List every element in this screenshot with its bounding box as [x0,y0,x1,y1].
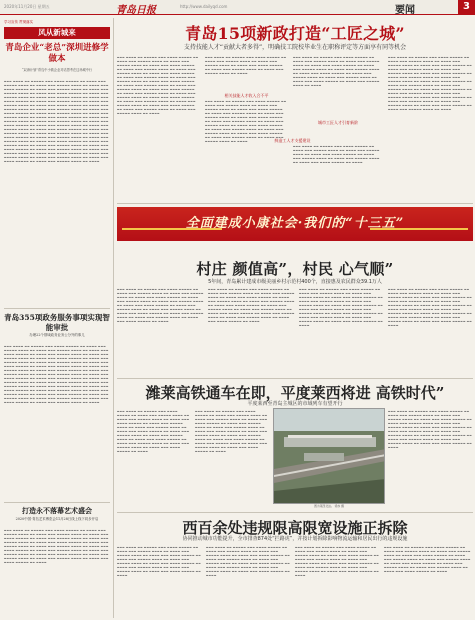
column-divider [113,18,114,618]
article-body-text: ▬▬▬ ▬▬▬▬ ▬▬ ▬▬▬▬▬ ▬▬▬ ▬▬▬▬ ▬▬▬▬▬ ▬▬ ▬▬▬▬ ▬▬▬ ▬▬▬▬▬ ▬▬▬▬ ▬▬ ▬▬▬▬ ▬▬▬ ▬▬▬▬▬ ▬▬▬▬ ▬▬ ▬▬▬▬ ▬▬▬ ▬▬▬▬ ▬▬▬▬▬ ▬▬ ▬▬▬▬ ▬▬▬ ▬▬▬▬▬ ▬▬▬▬ ▬▬ ▬▬▬▬ ▬▬▬ ▬▬▬▬▬ ▬▬▬▬ ▬▬ ▬▬▬▬ ▬▬▬ ▬▬▬▬ ▬▬▬▬▬ ▬▬ ▬▬▬▬ ▬▬▬ ▬▬▬▬▬ ▬▬▬▬ ▬▬ ▬▬▬▬ ▬▬▬ ▬▬▬▬▬ ▬▬▬▬ ▬▬ ▬▬▬▬ ▬▬▬ ▬▬▬▬ ▬▬▬▬▬ ▬▬ ▬▬▬▬ ▬▬▬ ▬▬▬▬▬ ▬▬▬▬ ▬▬ ▬▬▬▬ ▬▬▬ ▬▬▬▬▬ ▬▬▬▬ ▬▬ ▬▬▬▬ ▬▬▬ ▬▬▬▬ ▬▬▬▬▬ ▬▬ ▬▬▬▬ ▬▬▬ ▬▬▬▬▬ ▬▬▬▬ ▬▬ ▬▬▬▬ ▬▬▬ ▬▬▬▬▬ ▬▬▬▬ ▬▬ ▬▬▬▬ ▬▬▬ ▬▬▬▬ ▬▬▬▬▬ ▬▬ ▬▬▬▬ ▬▬▬ ▬▬▬▬▬ ▬▬▬▬ ▬▬ ▬▬▬▬ ▬▬▬ ▬▬▬▬▬ ▬▬▬▬ ▬▬ ▬▬▬▬ ▬▬▬ ▬▬▬▬ ▬▬▬▬▬ ▬▬ ▬▬▬▬ ▬▬▬ ▬▬▬▬▬ ▬▬▬▬ ▬▬ ▬▬▬▬ ▬▬▬ ▬▬▬▬▬ ▬▬▬▬ ▬▬ ▬▬▬▬ ▬▬▬ ▬▬▬▬ ▬▬▬▬▬ ▬▬ ▬▬▬▬ ▬▬▬ ▬▬▬▬▬ ▬▬▬▬ ▬▬ ▬▬▬▬ ▬▬▬ ▬▬▬▬▬ ▬▬▬▬ ▬▬ ▬▬▬▬ ▬▬▬ ▬▬▬▬ ▬▬▬▬▬ ▬▬ ▬▬▬▬ ▬▬▬ ▬▬▬▬▬ ▬▬▬▬ ▬▬ ▬▬▬▬ ▬▬▬ ▬▬▬▬▬ ▬▬▬▬ ▬▬ ▬▬▬▬ ▬▬▬ ▬▬▬▬ ▬▬▬▬▬ ▬▬ ▬▬▬▬ ▬▬▬ ▬▬▬▬▬ ▬▬▬▬ ▬▬ ▬▬▬▬ ▬▬▬ ▬▬▬▬▬ ▬▬▬▬ ▬▬ ▬▬▬▬ ▬▬▬ ▬▬▬▬ ▬▬▬▬▬ ▬▬ ▬▬▬▬ ▬▬▬ ▬▬▬▬▬ ▬▬▬▬ ▬▬ ▬▬▬▬ ▬▬▬ ▬▬▬▬▬ ▬▬▬▬ ▬▬ ▬▬▬▬ ▬▬▬ ▬▬▬▬ ▬▬▬▬▬ ▬▬ ▬▬▬▬ ▬▬▬ ▬▬▬▬▬ ▬▬▬▬ ▬▬ ▬▬▬▬ ▬▬▬ ▬▬▬▬▬ ▬▬▬▬ ▬▬ ▬▬▬▬ ▬▬▬ ▬▬▬▬ ▬▬▬▬▬ ▬▬ ▬▬▬▬ ▬▬▬ ▬▬▬▬▬ ▬▬▬▬ ▬▬ ▬▬▬▬ ▬▬▬ ▬▬▬▬▬ ▬▬▬▬ ▬▬ ▬▬▬▬ ▬▬▬ ▬▬▬▬ ▬▬▬▬▬ ▬▬ ▬▬▬▬ ▬▬▬ ▬▬▬▬▬ ▬▬▬▬ ▬▬ ▬▬▬▬ [4,80,109,163]
story-subhead: 办理22个领域政务业务公分外的事儿 [29,333,85,337]
banner-title: 全面建成小康社会·我们的“十三五” [185,216,405,231]
story-headline[interactable]: 青岛企业“老总”深圳进修学做本 [5,43,109,64]
inner-subtitle: 鲜造工人才支援建设 [274,138,311,143]
article-body-text: ▬▬▬ ▬▬▬▬ ▬▬ ▬▬▬▬▬ ▬▬▬ ▬▬▬▬ ▬▬▬▬▬ ▬▬ ▬▬▬▬ ▬▬▬ ▬▬▬▬▬ ▬▬▬▬ ▬▬ ▬▬▬▬ ▬▬▬ ▬▬▬▬▬ ▬▬▬▬ ▬▬ ▬▬▬▬ ▬▬▬ ▬▬▬▬ ▬▬▬▬▬ ▬▬ ▬▬▬▬ ▬▬▬ ▬▬▬▬▬ ▬▬▬▬ ▬▬ ▬▬▬▬ ▬▬▬ ▬▬▬▬▬ ▬▬▬▬ ▬▬ ▬▬▬▬ ▬▬▬ ▬▬▬▬ ▬▬▬▬▬ ▬▬ ▬▬▬▬ ▬▬▬ ▬▬▬▬▬ ▬▬▬▬ ▬▬ ▬▬▬▬ ▬▬▬ ▬▬▬▬▬ ▬▬▬▬ ▬▬ ▬▬▬▬ ▬▬▬ ▬▬▬▬ ▬▬▬▬▬ ▬▬ ▬▬▬▬ ▬▬▬ ▬▬▬▬▬ ▬▬▬▬ ▬▬ ▬▬▬▬ ▬▬▬ ▬▬▬▬▬ ▬▬▬▬ ▬▬ ▬▬▬▬ ▬▬▬ ▬▬▬▬ ▬▬▬▬▬ ▬▬ ▬▬▬▬ [208,288,295,323]
newspaper-logo: 青岛日报 [116,5,156,16]
lead-subhead: 支持技能人才“贡献大者多得”，明确技工院校毕业生在职称评定等方面享有同等机会 [183,44,407,51]
article-body-text: ▬▬▬ ▬▬▬▬ ▬▬ ▬▬▬▬▬ ▬▬▬ ▬▬▬▬ ▬▬▬▬▬ ▬▬ ▬▬▬▬ ▬▬▬ ▬▬▬▬▬ ▬▬▬▬ ▬▬ ▬▬▬▬ ▬▬▬ ▬▬▬▬▬ ▬▬▬▬ ▬▬ ▬▬▬▬ ▬▬▬ ▬▬▬▬ ▬▬▬▬▬ ▬▬ ▬▬▬▬ ▬▬▬ ▬▬▬▬▬ ▬▬▬▬ ▬▬ ▬▬▬▬ ▬▬▬ ▬▬▬▬▬ ▬▬▬▬ ▬▬ ▬▬▬▬ ▬▬▬ ▬▬▬▬ ▬▬▬▬▬ ▬▬ ▬▬▬▬ ▬▬▬ ▬▬▬▬▬ ▬▬▬▬ ▬▬ ▬▬▬▬ ▬▬▬ ▬▬▬▬▬ ▬▬▬▬ ▬▬ ▬▬▬▬ ▬▬▬ ▬▬▬▬ ▬▬▬▬▬ ▬▬ ▬▬▬▬ ▬▬▬ ▬▬▬▬▬ ▬▬▬▬ ▬▬ ▬▬▬▬ ▬▬▬ ▬▬▬▬▬ ▬▬▬▬ ▬▬ ▬▬▬▬ ▬▬▬ ▬▬▬▬ ▬▬▬▬▬ ▬▬ ▬▬▬▬ ▬▬▬ ▬▬▬▬▬ ▬▬▬▬ ▬▬ ▬▬▬▬ ▬▬▬ ▬▬▬▬▬ ▬▬▬▬ ▬▬ ▬▬▬▬ ▬▬▬ ▬▬▬▬ ▬▬▬▬▬ ▬▬ ▬▬▬▬ ▬▬▬ ▬▬▬▬▬ ▬▬▬▬ ▬▬ ▬▬▬▬ ▬▬▬ ▬▬▬▬▬ ▬▬▬▬ ▬▬ ▬▬▬▬ ▬▬▬ ▬▬▬▬ ▬▬▬▬▬ ▬▬ ▬▬▬▬ ▬▬▬ ▬▬▬▬▬ ▬▬▬▬ ▬▬ ▬▬▬▬ ▬▬▬ ▬▬▬▬▬ ▬▬▬▬ ▬▬ ▬▬▬▬ [117,56,199,115]
article-body-text: ▬▬▬ ▬▬▬▬ ▬▬ ▬▬▬▬▬ ▬▬▬ ▬▬▬▬ ▬▬▬▬▬ ▬▬ ▬▬▬▬ ▬▬▬ ▬▬▬▬▬ ▬▬▬▬ ▬▬ ▬▬▬▬ ▬▬▬ ▬▬▬▬▬ ▬▬▬▬ ▬▬ ▬▬▬▬ ▬▬▬ ▬▬▬▬ ▬▬▬▬▬ ▬▬ ▬▬▬▬ ▬▬▬ ▬▬▬▬▬ ▬▬▬▬ ▬▬ ▬▬▬▬ ▬▬▬ ▬▬▬▬▬ ▬▬▬▬ ▬▬ ▬▬▬▬ ▬▬▬ ▬▬▬▬ ▬▬▬▬▬ ▬▬ ▬▬▬▬ ▬▬▬ ▬▬▬▬▬ ▬▬▬▬ ▬▬ ▬▬▬▬ ▬▬▬ ▬▬▬▬▬ ▬▬▬▬ ▬▬ ▬▬▬▬ ▬▬▬ ▬▬▬▬ ▬▬▬▬▬ ▬▬ ▬▬▬▬ ▬▬▬ ▬▬▬▬▬ ▬▬▬▬ ▬▬ ▬▬▬▬ ▬▬▬ ▬▬▬▬▬ ▬▬▬▬ ▬▬ ▬▬▬▬ ▬▬▬ ▬▬▬▬ ▬▬▬▬▬ ▬▬ ▬▬▬▬ ▬▬▬ ▬▬▬▬▬ ▬▬▬▬ ▬▬ ▬▬▬▬ ▬▬▬ ▬▬▬▬▬ ▬▬▬▬ ▬▬ ▬▬▬▬ ▬▬▬ ▬▬▬▬ ▬▬▬▬▬ ▬▬ ▬▬▬▬ ▬▬▬ ▬▬▬▬▬ ▬▬▬▬ ▬▬ ▬▬▬▬ ▬▬▬ ▬▬▬▬▬ ▬▬▬▬ ▬▬ ▬▬▬▬ ▬▬▬ ▬▬▬▬ ▬▬▬▬▬ ▬▬ ▬▬▬▬ ▬▬▬ ▬▬▬▬▬ ▬▬▬▬ ▬▬ ▬▬▬▬ [388,56,473,111]
article-body-text: ▬▬▬ ▬▬▬▬ ▬▬ ▬▬▬▬▬ ▬▬▬ ▬▬▬▬ ▬▬▬▬▬ ▬▬ ▬▬▬▬ ▬▬▬ ▬▬▬▬▬ ▬▬▬▬ ▬▬ ▬▬▬▬ ▬▬▬ ▬▬▬▬▬ ▬▬▬▬ ▬▬ ▬▬▬▬ ▬▬▬ ▬▬▬▬ ▬▬▬▬▬ ▬▬ ▬▬▬▬ ▬▬▬ ▬▬▬▬▬ ▬▬▬▬ ▬▬ ▬▬▬▬ ▬▬▬ ▬▬▬▬▬ ▬▬▬▬ ▬▬ ▬▬▬▬ ▬▬▬ ▬▬▬▬ ▬▬▬▬▬ ▬▬ ▬▬▬▬ ▬▬▬ ▬▬▬▬▬ ▬▬▬▬ ▬▬ ▬▬▬▬ ▬▬▬ ▬▬▬▬▬ ▬▬▬▬ ▬▬ ▬▬▬▬ ▬▬▬ ▬▬▬▬ ▬▬▬▬▬ ▬▬ ▬▬▬▬ [206,546,291,577]
section-divider [4,308,110,309]
article-body-text: ▬▬▬ ▬▬▬▬ ▬▬ ▬▬▬▬▬ ▬▬▬ ▬▬▬▬ ▬▬▬▬▬ ▬▬ ▬▬▬▬ ▬▬▬ ▬▬▬▬▬ ▬▬▬▬ ▬▬ ▬▬▬▬ ▬▬▬ ▬▬▬▬▬ ▬▬▬▬ ▬▬ ▬▬▬▬ ▬▬▬ ▬▬▬▬ ▬▬▬▬▬ ▬▬ ▬▬▬▬ ▬▬▬ ▬▬▬▬▬ ▬▬▬▬ ▬▬ ▬▬▬▬ ▬▬▬ ▬▬▬▬▬ ▬▬▬▬ ▬▬ ▬▬▬▬ ▬▬▬ ▬▬▬▬ ▬▬▬▬▬ ▬▬ ▬▬▬▬ ▬▬▬ ▬▬▬▬▬ ▬▬▬▬ ▬▬ ▬▬▬▬ ▬▬▬ ▬▬▬▬▬ ▬▬▬▬ ▬▬ ▬▬▬▬ ▬▬▬ ▬▬▬▬ ▬▬▬▬▬ ▬▬ ▬▬▬▬ ▬▬▬ ▬▬▬▬▬ ▬▬▬▬ ▬▬ ▬▬▬▬ [293,56,380,87]
story-subhead: 2020中国·青岛艺术博览会11月28日线上线下同步开启 [15,517,99,521]
railway-station-photo [273,408,385,504]
page-number: 3 [458,0,475,14]
column-kicker: 风从新城来 [4,27,110,39]
article-body-text: ▬▬▬ ▬▬▬▬ ▬▬ ▬▬▬▬▬ ▬▬▬ ▬▬▬▬ ▬▬▬▬▬ ▬▬ ▬▬▬▬ ▬▬▬ ▬▬▬▬▬ ▬▬▬▬ ▬▬ ▬▬▬▬ ▬▬▬ ▬▬▬▬▬ ▬▬▬▬ ▬▬ ▬▬▬▬ ▬▬▬ ▬▬▬▬ ▬▬▬▬▬ ▬▬ ▬▬▬▬ ▬▬▬ ▬▬▬▬▬ ▬▬▬▬ ▬▬ ▬▬▬▬ ▬▬▬ ▬▬▬▬▬ ▬▬▬▬ ▬▬ ▬▬▬▬ ▬▬▬ ▬▬▬▬ ▬▬▬▬▬ ▬▬ ▬▬▬▬ ▬▬▬ ▬▬▬▬▬ ▬▬▬▬ ▬▬ ▬▬▬▬ ▬▬▬ ▬▬▬▬▬ ▬▬▬▬ ▬▬ ▬▬▬▬ ▬▬▬ ▬▬▬▬ ▬▬▬▬▬ ▬▬ ▬▬▬▬ [295,546,380,577]
section-divider [117,378,473,379]
article-body-text: ▬▬▬ ▬▬▬▬ ▬▬ ▬▬▬▬▬ ▬▬▬ ▬▬▬▬ ▬▬▬▬▬ ▬▬ ▬▬▬▬ ▬▬▬ ▬▬▬▬▬ ▬▬▬▬ ▬▬ ▬▬▬▬ ▬▬▬ ▬▬▬▬▬ ▬▬▬▬ ▬▬ ▬▬▬▬ ▬▬▬ ▬▬▬▬ ▬▬▬▬▬ ▬▬ ▬▬▬▬ ▬▬▬ ▬▬▬▬▬ ▬▬▬▬ ▬▬ ▬▬▬▬ ▬▬▬ ▬▬▬▬▬ ▬▬▬▬ ▬▬ ▬▬▬▬ ▬▬▬ ▬▬▬▬ ▬▬▬▬▬ ▬▬ ▬▬▬▬ ▬▬▬ ▬▬▬▬▬ ▬▬▬▬ ▬▬ ▬▬▬▬ ▬▬▬ ▬▬▬▬▬ ▬▬▬▬ ▬▬ ▬▬▬▬ ▬▬▬ ▬▬▬▬ ▬▬▬▬▬ ▬▬ ▬▬▬▬ ▬▬▬ ▬▬▬▬▬ ▬▬▬▬ ▬▬ ▬▬▬▬ ▬▬▬ ▬▬▬▬▬ ▬▬▬▬ ▬▬ ▬▬▬▬ ▬▬▬ ▬▬▬▬ ▬▬▬▬▬ ▬▬ ▬▬▬▬ [388,410,473,449]
article-body-text: ▬▬▬ ▬▬▬▬ ▬▬ ▬▬▬▬▬ ▬▬▬ ▬▬▬▬ ▬▬▬▬▬ ▬▬ ▬▬▬▬ ▬▬▬ ▬▬▬▬▬ ▬▬▬▬ ▬▬ ▬▬▬▬ ▬▬▬ ▬▬▬▬▬ ▬▬▬▬ ▬▬ ▬▬▬▬ ▬▬▬ ▬▬▬▬ ▬▬▬▬▬ ▬▬ ▬▬▬▬ ▬▬▬ ▬▬▬▬▬ ▬▬▬▬ ▬▬ ▬▬▬▬ ▬▬▬ ▬▬▬▬▬ ▬▬▬▬ ▬▬ ▬▬▬▬ ▬▬▬ ▬▬▬▬ ▬▬▬▬▬ ▬▬ ▬▬▬▬ ▬▬▬ ▬▬▬▬▬ ▬▬▬▬ ▬▬ ▬▬▬▬ ▬▬▬ ▬▬▬▬▬ ▬▬▬▬ ▬▬ ▬▬▬▬ ▬▬▬ ▬▬▬▬ ▬▬▬▬▬ ▬▬ ▬▬▬▬ [384,546,471,573]
section-title: 要闻 [395,5,415,16]
article-body-text: ▬▬▬ ▬▬▬▬ ▬▬ ▬▬▬▬▬ ▬▬▬ ▬▬▬▬ ▬▬▬▬▬ ▬▬ ▬▬▬▬ ▬▬▬ ▬▬▬▬▬ ▬▬▬▬ ▬▬ ▬▬▬▬ ▬▬▬ ▬▬▬▬▬ ▬▬▬▬ ▬▬ ▬▬▬▬ ▬▬▬ ▬▬▬▬ ▬▬▬▬▬ ▬▬ ▬▬▬▬ ▬▬▬ ▬▬▬▬▬ ▬▬▬▬ ▬▬ ▬▬▬▬ ▬▬▬ ▬▬▬▬▬ ▬▬▬▬ ▬▬ ▬▬▬▬ ▬▬▬ ▬▬▬▬ ▬▬▬▬▬ ▬▬ ▬▬▬▬ ▬▬▬ ▬▬▬▬▬ ▬▬▬▬ ▬▬ ▬▬▬▬ ▬▬▬ ▬▬▬▬▬ ▬▬▬▬ ▬▬ ▬▬▬▬ ▬▬▬ ▬▬▬▬ ▬▬▬▬▬ ▬▬ ▬▬▬▬ ▬▬▬ ▬▬▬▬▬ ▬▬▬▬ ▬▬ ▬▬▬▬ ▬▬▬ ▬▬▬▬▬ ▬▬▬▬ ▬▬ ▬▬▬▬ ▬▬▬ ▬▬▬▬ ▬▬▬▬▬ ▬▬ ▬▬▬▬ ▬▬▬ ▬▬▬▬▬ ▬▬▬▬ ▬▬ ▬▬▬▬ ▬▬▬ ▬▬▬▬▬ ▬▬▬▬ ▬▬ ▬▬▬▬ ▬▬▬ ▬▬▬▬ ▬▬▬▬▬ ▬▬ ▬▬▬▬ ▬▬▬ ▬▬▬▬▬ ▬▬▬▬ ▬▬ ▬▬▬▬ ▬▬▬ ▬▬▬▬▬ ▬▬▬▬ ▬▬ ▬▬▬▬ ▬▬▬ ▬▬▬▬ ▬▬▬▬▬ ▬▬ ▬▬▬▬ ▬▬▬ ▬▬▬▬▬ ▬▬▬▬ ▬▬ ▬▬▬▬ ▬▬▬ ▬▬▬▬▬ ▬▬▬▬ ▬▬ ▬▬▬▬ ▬▬▬ ▬▬▬▬ ▬▬▬▬▬ ▬▬ ▬▬▬▬ ▬▬▬ ▬▬▬▬▬ ▬▬▬▬ ▬▬ ▬▬▬▬ ▬▬▬ ▬▬▬▬▬ ▬▬▬▬ ▬▬ ▬▬▬▬ ▬▬▬ ▬▬▬▬ ▬▬▬▬▬ ▬▬ ▬▬▬▬ ▬▬▬ ▬▬▬▬▬ ▬▬▬▬ ▬▬ ▬▬▬▬ ▬▬▬ ▬▬▬▬▬ ▬▬▬▬ ▬▬ ▬▬▬▬ ▬▬▬ ▬▬▬▬ ▬▬▬▬▬ ▬▬ ▬▬▬▬ ▬▬▬ ▬▬▬▬▬ ▬▬▬▬ ▬▬ ▬▬▬▬ [4,345,109,404]
article-body-text: ▬▬▬ ▬▬▬▬ ▬▬ ▬▬▬▬▬ ▬▬▬ ▬▬▬▬ ▬▬▬▬▬ ▬▬ ▬▬▬▬ ▬▬▬ ▬▬▬▬▬ ▬▬▬▬ ▬▬ ▬▬▬▬ ▬▬▬ ▬▬▬▬▬ ▬▬▬▬ ▬▬ ▬▬▬▬ ▬▬▬ ▬▬▬▬ ▬▬▬▬▬ ▬▬ ▬▬▬▬ ▬▬▬ ▬▬▬▬▬ ▬▬▬▬ ▬▬ ▬▬▬▬ ▬▬▬ ▬▬▬▬▬ ▬▬▬▬ ▬▬ ▬▬▬▬ ▬▬▬ ▬▬▬▬ ▬▬▬▬▬ ▬▬ ▬▬▬▬ ▬▬▬ ▬▬▬▬▬ ▬▬▬▬ ▬▬ ▬▬▬▬ ▬▬▬ ▬▬▬▬▬ ▬▬▬▬ ▬▬ ▬▬▬▬ ▬▬▬ ▬▬▬▬ ▬▬▬▬▬ ▬▬ ▬▬▬▬ ▬▬▬ ▬▬▬▬▬ ▬▬▬▬ ▬▬ ▬▬▬▬ ▬▬▬ ▬▬▬▬▬ ▬▬▬▬ ▬▬ ▬▬▬▬ ▬▬▬ ▬▬▬▬ ▬▬▬▬▬ ▬▬ ▬▬▬▬ [195,410,268,453]
article-body-text: ▬▬▬ ▬▬▬▬ ▬▬ ▬▬▬▬▬ ▬▬▬ ▬▬▬▬ ▬▬▬▬▬ ▬▬ ▬▬▬▬ ▬▬▬ ▬▬▬▬▬ ▬▬▬▬ ▬▬ ▬▬▬▬ ▬▬▬ ▬▬▬▬▬ ▬▬▬▬ ▬▬ ▬▬▬▬ ▬▬▬ ▬▬▬▬ ▬▬▬▬▬ ▬▬ ▬▬▬▬ ▬▬▬ ▬▬▬▬▬ ▬▬▬▬ ▬▬ ▬▬▬▬ ▬▬▬ ▬▬▬▬▬ ▬▬▬▬ ▬▬ ▬▬▬▬ ▬▬▬ ▬▬▬▬ ▬▬▬▬▬ ▬▬ ▬▬▬▬ [293,145,380,164]
column-tag: 学习宣传 贯彻落实 [4,20,34,24]
story-headline[interactable]: 青岛355项政务服务事项实现智能审批 [4,313,110,332]
article-body-text: ▬▬▬ ▬▬▬▬ ▬▬ ▬▬▬▬▬ ▬▬▬ ▬▬▬▬ ▬▬▬▬▬ ▬▬ ▬▬▬▬ ▬▬▬ ▬▬▬▬▬ ▬▬▬▬ ▬▬ ▬▬▬▬ ▬▬▬ ▬▬▬▬▬ ▬▬▬▬ ▬▬ ▬▬▬▬ ▬▬▬ ▬▬▬▬ ▬▬▬▬▬ ▬▬ ▬▬▬▬ ▬▬▬ ▬▬▬▬▬ ▬▬▬▬ ▬▬ ▬▬▬▬ ▬▬▬ ▬▬▬▬▬ ▬▬▬▬ ▬▬ ▬▬▬▬ [205,56,287,75]
section-divider [117,203,473,204]
photo-caption: 图为莱西北站。 梁赤 摄 [314,504,344,508]
story-subhead: 协同推动城市功能提升，全市排查874处“拦路虎”，并按计划拆除影响物流运输和居民出行的违规设施 [182,536,408,542]
story-headline[interactable]: 潍莱高铁通车在即，平度莱西将进 高铁时代” [145,384,445,402]
story-subhead: 平度莱西至青岛主城区的市域列车有望开行 [247,401,343,407]
article-body-text: ▬▬▬ ▬▬▬▬ ▬▬ ▬▬▬▬▬ ▬▬▬ ▬▬▬▬ ▬▬▬▬▬ ▬▬ ▬▬▬▬ ▬▬▬ ▬▬▬▬▬ ▬▬▬▬ ▬▬ ▬▬▬▬ ▬▬▬ ▬▬▬▬▬ ▬▬▬▬ ▬▬ ▬▬▬▬ ▬▬▬ ▬▬▬▬ ▬▬▬▬▬ ▬▬ ▬▬▬▬ ▬▬▬ ▬▬▬▬▬ ▬▬▬▬ ▬▬ ▬▬▬▬ ▬▬▬ ▬▬▬▬▬ ▬▬▬▬ ▬▬ ▬▬▬▬ ▬▬▬ ▬▬▬▬ ▬▬▬▬▬ ▬▬ ▬▬▬▬ ▬▬▬ ▬▬▬▬▬ ▬▬▬▬ ▬▬ ▬▬▬▬ ▬▬▬ ▬▬▬▬▬ ▬▬▬▬ ▬▬ ▬▬▬▬ ▬▬▬ ▬▬▬▬ ▬▬▬▬▬ ▬▬ ▬▬▬▬ ▬▬▬ ▬▬▬▬▬ ▬▬▬▬ ▬▬ ▬▬▬▬ ▬▬▬ ▬▬▬▬▬ ▬▬▬▬ ▬▬ ▬▬▬▬ ▬▬▬ ▬▬▬▬ ▬▬▬▬▬ ▬▬ ▬▬▬▬ ▬▬▬ ▬▬▬▬▬ ▬▬▬▬ ▬▬ ▬▬▬▬ ▬▬▬ ▬▬▬▬▬ ▬▬▬▬ ▬▬ ▬▬▬▬ ▬▬▬ ▬▬▬▬ ▬▬▬▬▬ ▬▬ ▬▬▬▬ [4,529,109,564]
issue-date: 2020年11月20日 星期五 [4,4,50,9]
article-body-text: ▬▬▬ ▬▬▬▬ ▬▬ ▬▬▬▬▬ ▬▬▬ ▬▬▬▬ ▬▬▬▬▬ ▬▬ ▬▬▬▬ ▬▬▬ ▬▬▬▬▬ ▬▬▬▬ ▬▬ ▬▬▬▬ ▬▬▬ ▬▬▬▬▬ ▬▬▬▬ ▬▬ ▬▬▬▬ ▬▬▬ ▬▬▬▬ ▬▬▬▬▬ ▬▬ ▬▬▬▬ ▬▬▬ ▬▬▬▬▬ ▬▬▬▬ ▬▬ ▬▬▬▬ ▬▬▬ ▬▬▬▬▬ ▬▬▬▬ ▬▬ ▬▬▬▬ ▬▬▬ ▬▬▬▬ ▬▬▬▬▬ ▬▬ ▬▬▬▬ ▬▬▬ ▬▬▬▬▬ ▬▬▬▬ ▬▬ ▬▬▬▬ ▬▬▬ ▬▬▬▬▬ ▬▬▬▬ ▬▬ ▬▬▬▬ ▬▬▬ ▬▬▬▬ ▬▬▬▬▬ ▬▬ ▬▬▬▬ [117,546,202,577]
railway-station-illustration [274,409,385,504]
article-body-text: ▬▬▬ ▬▬▬▬ ▬▬ ▬▬▬▬▬ ▬▬▬ ▬▬▬▬ ▬▬▬▬▬ ▬▬ ▬▬▬▬ ▬▬▬ ▬▬▬▬▬ ▬▬▬▬ ▬▬ ▬▬▬▬ ▬▬▬ ▬▬▬▬▬ ▬▬▬▬ ▬▬ ▬▬▬▬ ▬▬▬ ▬▬▬▬ ▬▬▬▬▬ ▬▬ ▬▬▬▬ ▬▬▬ ▬▬▬▬▬ ▬▬▬▬ ▬▬ ▬▬▬▬ ▬▬▬ ▬▬▬▬▬ ▬▬▬▬ ▬▬ ▬▬▬▬ ▬▬▬ ▬▬▬▬ ▬▬▬▬▬ ▬▬ ▬▬▬▬ ▬▬▬ ▬▬▬▬▬ ▬▬▬▬ ▬▬ ▬▬▬▬ ▬▬▬ ▬▬▬▬▬ ▬▬▬▬ ▬▬ ▬▬▬▬ ▬▬▬ ▬▬▬▬ ▬▬▬▬▬ ▬▬ ▬▬▬▬ ▬▬▬ ▬▬▬▬▬ ▬▬▬▬ ▬▬ ▬▬▬▬ ▬▬▬ ▬▬▬▬▬ ▬▬▬▬ ▬▬ ▬▬▬▬ ▬▬▬ ▬▬▬▬ ▬▬▬▬▬ ▬▬ ▬▬▬▬ [117,288,204,323]
story-subhead: 5年间，青岛累计建成市级美丽乡村示范村400个，直接惠及农民群众39.1万人 [208,279,382,285]
inner-subtitle: 城市工匠人才引育新阶 [318,120,358,125]
section-divider [4,502,110,503]
article-body-text: ▬▬▬ ▬▬▬▬ ▬▬ ▬▬▬▬▬ ▬▬▬ ▬▬▬▬ ▬▬▬▬▬ ▬▬ ▬▬▬▬ ▬▬▬ ▬▬▬▬▬ ▬▬▬▬ ▬▬ ▬▬▬▬ ▬▬▬ ▬▬▬▬▬ ▬▬▬▬ ▬▬ ▬▬▬▬ ▬▬▬ ▬▬▬▬ ▬▬▬▬▬ ▬▬ ▬▬▬▬ ▬▬▬ ▬▬▬▬▬ ▬▬▬▬ ▬▬ ▬▬▬▬ ▬▬▬ ▬▬▬▬▬ ▬▬▬▬ ▬▬ ▬▬▬▬ ▬▬▬ ▬▬▬▬ ▬▬▬▬▬ ▬▬ ▬▬▬▬ ▬▬▬ ▬▬▬▬▬ ▬▬▬▬ ▬▬ ▬▬▬▬ ▬▬▬ ▬▬▬▬▬ ▬▬▬▬ ▬▬ ▬▬▬▬ ▬▬▬ ▬▬▬▬ ▬▬▬▬▬ ▬▬ ▬▬▬▬ ▬▬▬ ▬▬▬▬▬ ▬▬▬▬ ▬▬ ▬▬▬▬ ▬▬▬ ▬▬▬▬▬ ▬▬▬▬ ▬▬ ▬▬▬▬ ▬▬▬ ▬▬▬▬ ▬▬▬▬▬ ▬▬ ▬▬▬▬ [117,410,190,453]
story-subhead: “双涛计划”青岛中小微企业对话思考在这场城中行 [21,68,93,72]
story-headline[interactable]: 打造永不落幕艺术盛会 [22,506,92,515]
story-headline[interactable]: 西百余处违规限高限宽设施正拆除 [182,519,408,537]
inner-subtitle: 相关技能人才收入合不平 [224,93,269,98]
newspaper-url[interactable]: http://www.dailyqd.com [180,4,228,9]
story-headline[interactable]: 村庄 颜值高”，村民 心气顺” [196,260,394,278]
article-body-text: ▬▬▬ ▬▬▬▬ ▬▬ ▬▬▬▬▬ ▬▬▬ ▬▬▬▬ ▬▬▬▬▬ ▬▬ ▬▬▬▬ ▬▬▬ ▬▬▬▬▬ ▬▬▬▬ ▬▬ ▬▬▬▬ ▬▬▬ ▬▬▬▬▬ ▬▬▬▬ ▬▬ ▬▬▬▬ ▬▬▬ ▬▬▬▬ ▬▬▬▬▬ ▬▬ ▬▬▬▬ ▬▬▬ ▬▬▬▬▬ ▬▬▬▬ ▬▬ ▬▬▬▬ ▬▬▬ ▬▬▬▬▬ ▬▬▬▬ ▬▬ ▬▬▬▬ ▬▬▬ ▬▬▬▬ ▬▬▬▬▬ ▬▬ ▬▬▬▬ ▬▬▬ ▬▬▬▬▬ ▬▬▬▬ ▬▬ ▬▬▬▬ ▬▬▬ ▬▬▬▬▬ ▬▬▬▬ ▬▬ ▬▬▬▬ ▬▬▬ ▬▬▬▬ ▬▬▬▬▬ ▬▬ ▬▬▬▬ ▬▬▬ ▬▬▬▬▬ ▬▬▬▬ ▬▬ ▬▬▬▬ ▬▬▬ ▬▬▬▬▬ ▬▬▬▬ ▬▬ ▬▬▬▬ ▬▬▬ ▬▬▬▬ ▬▬▬▬▬ ▬▬ ▬▬▬▬ [299,288,384,327]
article-body-text: ▬▬▬ ▬▬▬▬ ▬▬ ▬▬▬▬▬ ▬▬▬ ▬▬▬▬ ▬▬▬▬▬ ▬▬ ▬▬▬▬ ▬▬▬ ▬▬▬▬▬ ▬▬▬▬ ▬▬ ▬▬▬▬ ▬▬▬ ▬▬▬▬▬ ▬▬▬▬ ▬▬ ▬▬▬▬ ▬▬▬ ▬▬▬▬ ▬▬▬▬▬ ▬▬ ▬▬▬▬ ▬▬▬ ▬▬▬▬▬ ▬▬▬▬ ▬▬ ▬▬▬▬ ▬▬▬ ▬▬▬▬▬ ▬▬▬▬ ▬▬ ▬▬▬▬ ▬▬▬ ▬▬▬▬ ▬▬▬▬▬ ▬▬ ▬▬▬▬ ▬▬▬ ▬▬▬▬▬ ▬▬▬▬ ▬▬ ▬▬▬▬ ▬▬▬ ▬▬▬▬▬ ▬▬▬▬ ▬▬ ▬▬▬▬ ▬▬▬ ▬▬▬▬ ▬▬▬▬▬ ▬▬ ▬▬▬▬ ▬▬▬ ▬▬▬▬▬ ▬▬▬▬ ▬▬ ▬▬▬▬ ▬▬▬ ▬▬▬▬▬ ▬▬▬▬ ▬▬ ▬▬▬▬ ▬▬▬ ▬▬▬▬ ▬▬▬▬▬ ▬▬ ▬▬▬▬ ▬▬▬ ▬▬▬▬▬ ▬▬▬▬ ▬▬ ▬▬▬▬ ▬▬▬ ▬▬▬▬▬ ▬▬▬▬ ▬▬ ▬▬▬▬ [205,100,287,143]
section-divider [117,512,473,513]
lead-headline[interactable]: 青岛15项新政打造“工匠之城” [185,24,405,43]
article-body-text: ▬▬▬ ▬▬▬▬ ▬▬ ▬▬▬▬▬ ▬▬▬ ▬▬▬▬ ▬▬▬▬▬ ▬▬ ▬▬▬▬ ▬▬▬ ▬▬▬▬▬ ▬▬▬▬ ▬▬ ▬▬▬▬ ▬▬▬ ▬▬▬▬▬ ▬▬▬▬ ▬▬ ▬▬▬▬ ▬▬▬ ▬▬▬▬ ▬▬▬▬▬ ▬▬ ▬▬▬▬ ▬▬▬ ▬▬▬▬▬ ▬▬▬▬ ▬▬ ▬▬▬▬ ▬▬▬ ▬▬▬▬▬ ▬▬▬▬ ▬▬ ▬▬▬▬ ▬▬▬ ▬▬▬▬ ▬▬▬▬▬ ▬▬ ▬▬▬▬ ▬▬▬ ▬▬▬▬▬ ▬▬▬▬ ▬▬ ▬▬▬▬ ▬▬▬ ▬▬▬▬▬ ▬▬▬▬ ▬▬ ▬▬▬▬ ▬▬▬ ▬▬▬▬ ▬▬▬▬▬ ▬▬ ▬▬▬▬ ▬▬▬ ▬▬▬▬▬ ▬▬▬▬ ▬▬ ▬▬▬▬ ▬▬▬ ▬▬▬▬▬ ▬▬▬▬ ▬▬ ▬▬▬▬ ▬▬▬ ▬▬▬▬ ▬▬▬▬▬ ▬▬ ▬▬▬▬ [388,288,473,327]
